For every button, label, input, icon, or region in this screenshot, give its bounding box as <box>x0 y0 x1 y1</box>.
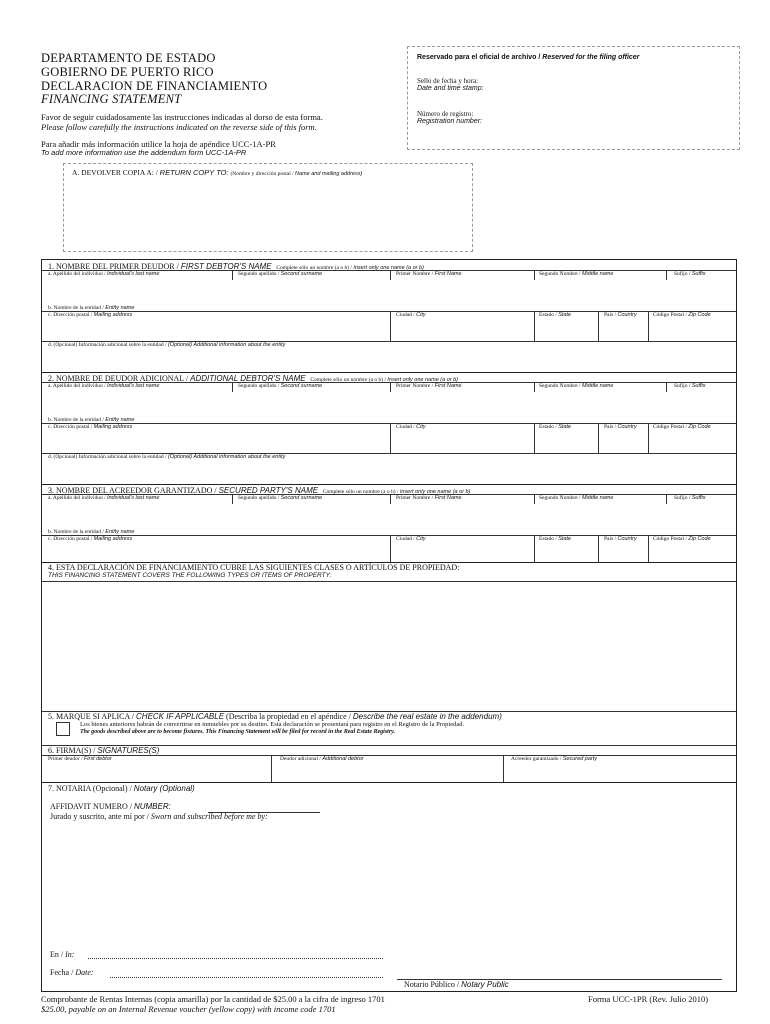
addendum-es: Para añadir más información utilice la hoja de apéndice UCC-1A-PR <box>41 139 276 149</box>
s2-optional-info: d. (Opcional) Información adicional sobre la entidad / (Optional) Additional information about the entity <box>48 454 286 460</box>
officer-title-es: Reservado para el oficial de archivo / <box>417 54 543 61</box>
footer-voucher-en: $25.00, payable on an Internal Revenue voucher (yellow copy) with income code 1701 <box>41 1004 336 1014</box>
section-7-title: 7. NOTARIA (Opcional) / Notary (Optional) <box>48 784 195 793</box>
sworn-label: Jurado y suscrito, ante mí por / Sworn and subscribed before me by: <box>50 812 268 821</box>
s1-optional-info: d. (Opcional) Información adicional sobre la entidad / (Optional) Additional information about the entity <box>48 342 286 348</box>
sig-first-debtor[interactable]: Primer deudor / First debtor <box>48 756 112 762</box>
notary-label: Notario Público / Notary Public <box>404 980 509 989</box>
stamp-label-es: Sello de fecha y hora: <box>417 77 479 85</box>
main-form: 1. NOMBRE DEL PRIMER DEUDOR / FIRST DEBTOR'S NAME Complete sólo un nombre (a o b) / Insert only one name (a or b) a. Apellido del individuo / Individual's last name Segundo apellido / Second surname Primer Nombre / First Name Segundo Nombre / Middle name Sufijo / Suffix b. Nombre de la entidad / Entity name c. Dirección postal / Mailing address Ciudad / City Estado / State País / Country Código Postal / Zip Code d. (Opcional) Información adicional sobre la entidad / (Optional) Additional information about the entity 2. NOMBRE DE DEUDOR ADICIONAL / ADDITIONAL DEBTOR'S NAME Complete sólo un nombre (a o b) / Insert only one name (a or b) a. Apellido del individuo / Individual's last name Segundo apellido / Second surname Primer Nombre / First Name Segundo Nombre / Middle name Sufijo / Suffix b. Nombre de la entidad / Entity name c. Dirección postal / Mailing address Ciudad / City Estado / State País / Country Código Postal / Zip Code d. (Opcional) Información adicional sobre la entidad / (Optional) Additional information about the entity 3. NOMBRE DEL ACREEDOR GARANTIZADO / SECURED PARTY'S NAME Complete sólo un nombre (a o b) / Insert only one name (a or b) a. Apellido del individuo / Individual's last name Segundo apellido / Second surname Primer Nombre / First Name Segundo Nombre / Middle name Sufijo / Suffix b. Nombre de la entidad / Entity name c. Dirección postal / Mailing address Ciudad / City Estado / State País / Country Código Postal / Zip Code 4. ESTA DECLARACIÓN DE FINANCIAMIENTO CUBRE LAS SIGUIENTES CLASES O ARTÍCULOS DE PROPIEDAD: THIS FINANCING STATEMENT COVERS THE FOLLOWING TYPES OR ITEMS OF PROPERTY: 5. MARQUE SI APLICA / CHECK IF APPLICABLE (Describa la propiedad en el apéndice / Describe the real estate in the addendum) Los bienes anteriores habrán de convertirse en inmuebles por su destino. Esta declaración se presentará para registro en el Registro de la Propiedad. The goods described above are to become fixtures. This Financing Statement will be filed for record in the Real Estate Registry. 6. FIRMA(S) / SIGNATURES(S) Primer deudor / First debtor Deudor adicional / Additional debtor Acreedor garantizado / Secured party 7. NOTARIA (Opcional) / Notary (Optional) AFFIDAVIT NUMERO / NUMBER: Jurado y suscrito, ante mí por / Sworn and subscribed before me by: En / In: Fecha / Date: Notario Público / Notary Public <box>41 259 737 992</box>
form-title-en: FINANCING STATEMENT <box>41 92 182 106</box>
section-6-title: 6. FIRMA(S) / SIGNATURES(S) <box>48 746 160 755</box>
section-1-title: 1. NOMBRE DEL PRIMER DEUDOR / FIRST DEBTOR'S NAME Complete sólo un nombre (a o b) / Insert only one name (a or b) <box>48 262 424 271</box>
section-2-title: 2. NOMBRE DE DEUDOR ADICIONAL / ADDITIONAL DEBTOR'S NAME Complete sólo un nombre (a o b) / Insert only one name (a or b) <box>48 374 459 383</box>
fixtures-text-en: The goods described above are to become fixtures. This Financing Statement will be filed for record in the Real Estate Registry. <box>80 729 396 735</box>
in-label: En / In: <box>50 950 75 959</box>
return-label-en: RETURN COPY TO: <box>159 168 229 177</box>
sig-additional-debtor[interactable]: Deudor adicional / Additional debtor <box>280 756 364 762</box>
reg-label-es: Número de registro: <box>417 110 474 118</box>
section-3-title: 3. NOMBRE DEL ACREEDOR GARANTIZADO / SECURED PARTY'S NAME Complete sólo un nombre (a o b) / Insert only one name (a or b) <box>48 486 471 495</box>
property-description-area[interactable] <box>42 582 736 710</box>
date-field[interactable] <box>110 977 383 978</box>
fixtures-checkbox[interactable] <box>56 722 70 736</box>
filing-officer-box <box>407 46 740 150</box>
addendum-en: To add more information use the addendum form UCC-1A-PR <box>41 148 247 157</box>
in-field[interactable] <box>88 958 383 959</box>
fixtures-text-es: Los bienes anteriores habrán de convertirse en inmuebles por su destino. Esta declaración se presentará para registro en el Registro de la Propiedad. <box>80 721 465 728</box>
stamp-label-en: Date and time stamp: <box>417 85 484 92</box>
footer-voucher-es: Comprobante de Rentas Internas (copia amarilla) por la cantidad de $25.00 a la cifra de ingreso 1701 <box>41 994 385 1004</box>
date-label: Fecha / Date: <box>50 968 94 977</box>
affidavit-label: AFFIDAVIT NUMERO / NUMBER: <box>50 802 171 811</box>
reg-label-en: Registration number: <box>417 118 482 125</box>
return-label-es: A. DEVOLVER COPIA A: / <box>72 168 160 177</box>
return-copy-box[interactable] <box>63 163 473 252</box>
section-4-title: 4. ESTA DECLARACIÓN DE FINANCIAMIENTO CUBRE LAS SIGUIENTES CLASES O ARTÍCULOS DE PROPIEDAD: <box>48 563 460 572</box>
govt-title: GOBIERNO DE PUERTO RICO <box>41 65 214 79</box>
form-title-es: DECLARACION DE FINANCIAMIENTO <box>41 79 268 93</box>
section-5-title: 5. MARQUE SI APLICA / CHECK IF APPLICABLE (Describa la propiedad en el apéndice / Describe the real estate in the addendum) <box>48 712 502 721</box>
section-4-title-en: THIS FINANCING STATEMENT COVERS THE FOLLOWING TYPES OR ITEMS OF PROPERTY: <box>48 572 332 579</box>
form-id: Forma UCC-1PR (Rev. Julio 2010) <box>588 994 709 1004</box>
dept-title: DEPARTAMENTO DE ESTADO <box>41 51 216 65</box>
sig-secured-party[interactable]: Acreedor garantizado / Secured party <box>511 756 598 762</box>
return-hint-es: (Nombre y dirección postal / <box>230 171 296 177</box>
officer-title-en: Reserved for the filing officer <box>542 54 640 61</box>
instructions-en: Please follow carefully the instructions indicated on the reverse side of this form. <box>41 122 317 132</box>
instructions-es: Favor de seguir cuidadosamente las instrucciones indicadas al dorso de esta forma. <box>41 112 323 122</box>
return-hint-en: Name and mailing address) <box>295 171 363 177</box>
